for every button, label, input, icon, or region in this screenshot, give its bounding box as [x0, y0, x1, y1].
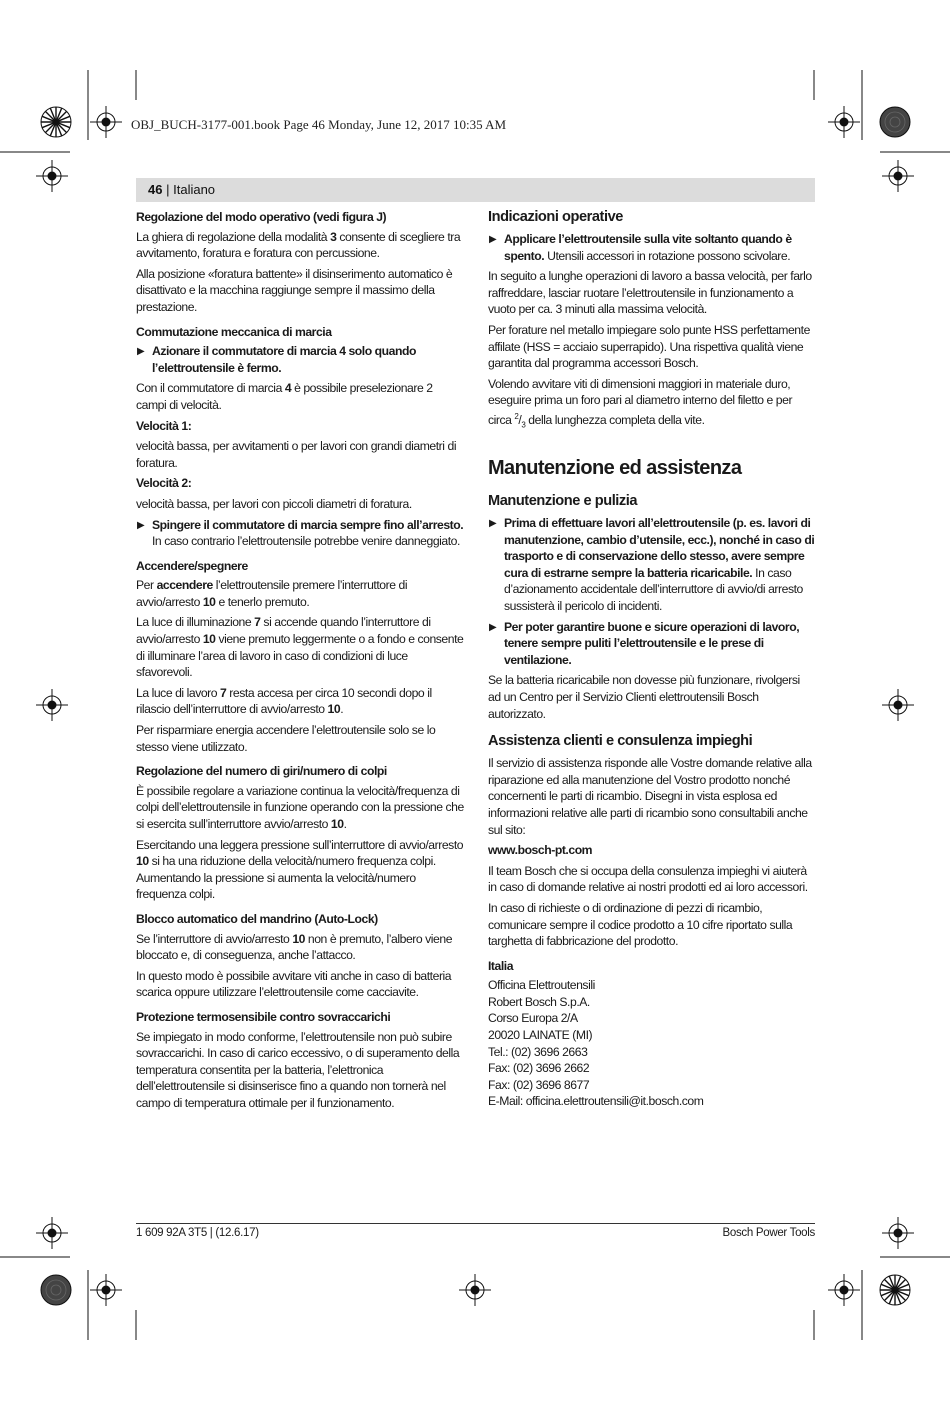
paragraph: Per risparmiare energia accendere l’elettroutensile solo se lo stesso viene utilizzato.: [136, 723, 436, 754]
paragraph: È possibile regolare a variazione continua la velocità/frequenza di colpi dell’elettroutensile in funzione operando con la pressione che si esercita sull’interruttore avvio/arresto 10.: [136, 783, 464, 831]
fax-line: Fax: (02) 3696 2662: [488, 1061, 590, 1076]
print-slug: OBJ_BUCH-3177-001.book Page 46 Monday, June 12, 2017 10:35 AM: [131, 117, 507, 132]
crop-registration-mark-icon: [882, 689, 914, 721]
paragraph: Se l’interruttore di avvio/arresto 10 non è premuto, l’albero viene bloccato e, di conseguenza, anche l’attacco.: [136, 931, 453, 963]
paragraph: La luce di lavoro 7 resta accesa per circa 10 secondi dopo il rilascio dell’interruttore di avvio/arresto 10.: [136, 685, 432, 717]
crop-registration-mark-icon: [828, 106, 860, 138]
paragraph: In questo modo è possibile avvitare viti anche in caso di batteria scarica oppure utilizzare l’elettroutensile come cacciavite.: [136, 968, 452, 1000]
crop-registration-mark-icon: [36, 689, 68, 721]
gray-calibration-icon: [880, 107, 910, 137]
section-title: Protezione termosensibile contro sovraccarichi: [136, 1009, 391, 1024]
paragraph: Se impiegato in modo conforme, l’elettroutensile non può subire sovraccarichi. In caso di carico eccessivo, o di superamento della temperatura consentita per la batteria, l’elettronica dell’elettroutensile si disinserisce fino a quando non tornerà nel campo di temperatura ottimale per il funzionamento.: [136, 1029, 460, 1110]
section-title: Indicazioni operative: [488, 209, 623, 225]
paragraph: velocità bassa, per avvitamenti o per lavori con grandi diametri di foratura.: [136, 439, 457, 470]
paragraph: Alla posizione «foratura battente» il disinserimento automatico è disattivato e la macchina raggiunge sempre il massimo della prestazione.: [136, 266, 453, 314]
paragraph: Per accendere l’elettroutensile premere l’interruttore di avvio/arresto 10 e tenerlo premuto.: [136, 578, 408, 609]
fax-line: Fax: (02) 3696 8677: [488, 1077, 590, 1092]
gray-calibration-icon: [41, 1275, 71, 1305]
warning-bullet: ▶ Applicare l’elettroutensile sulla vite soltanto quando è spento. Utensili accessori in rotazione possono scivolare.: [489, 232, 792, 263]
crop-registration-mark-icon: [459, 1274, 491, 1306]
page-number: 46: [148, 182, 163, 197]
triangle-right-icon: ▶: [489, 234, 497, 245]
speed-label: Velocità 1:: [136, 418, 192, 433]
address-block: [488, 977, 815, 1110]
paragraph: Il servizio di assistenza risponde alle Vostre domande relative alla riparazione ed alla manutenzione del Vostro prodotto nonché concernenti le parti di ricambio. Disegni in vista esplosa ed informazioni relative alle parti di ricambio sono consultabili anche sul sito:: [488, 756, 812, 837]
triangle-right-icon: ▶: [137, 519, 145, 531]
footer-brand: Bosch Power Tools: [722, 1227, 815, 1239]
warning-bullet: ▶ Spingere il commutatore di marcia sempre fino all’arresto. In caso contrario l’elettroutensile potrebbe venire danneggiato.: [137, 517, 464, 549]
section-title: Regolazione del numero di giri/numero di colpi: [136, 764, 387, 779]
running-header-band: [136, 178, 815, 202]
triangle-right-icon: ▶: [489, 518, 497, 530]
crop-registration-mark-icon: [36, 160, 68, 192]
footer-rule: [136, 1223, 815, 1224]
paragraph: La luce di illuminazione 7 si accende quando l’interruttore di avvio/arresto 10 viene premuto leggermente o a fondo e consente di illuminare l’area di lavoro in caso di condizioni di luce sfavorevoli.: [136, 615, 464, 680]
right-column: [488, 208, 815, 1110]
paragraph: Per forature nel metallo impiegare solo punte HSS perfettamente affilate (HSS = acciaio superrapido). Una rispettiva qualità viene garantita dal programma accessori Bosch.: [488, 322, 810, 371]
speed-label: Velocità 2:: [136, 476, 192, 491]
footer-product-code: 1 609 92A 3T5 | (12.6.17): [136, 1227, 259, 1239]
crop-registration-mark-icon: [90, 1274, 122, 1306]
triangle-right-icon: ▶: [137, 346, 145, 358]
paragraph: Esercitando una leggera pressione sull’interruttore di avvio/arresto 10 si ha una riduzione della velocità/numero frequenza colpi. Aumentando la pressione si aumenta la velocità/numero frequenza colpi.: [136, 837, 464, 902]
color-calibration-star-icon: [41, 107, 71, 137]
paragraph: La ghiera di regolazione della modalità 3 consente di scegliere tra avvitamento, foratura e foratura con percussione.: [136, 229, 461, 261]
section-title: Assistenza clienti e consulenza impieghi: [488, 733, 753, 750]
crop-registration-mark-icon: [90, 106, 122, 138]
paragraph: Se la batteria ricaricabile non dovesse più funzionare, rivolgersi ad un Centro per il Servizio Clienti elettroutensili Bosch autorizzato.: [488, 673, 800, 721]
header-language: Italiano: [173, 182, 216, 197]
running-header: [148, 182, 215, 197]
section-title: Blocco automatico del mandrino (Auto-Lock): [136, 911, 378, 926]
warning-bullet: ▶ Azionare il commutatore di marcia 4 solo quando l’elettroutensile è fermo.: [137, 344, 416, 375]
crop-registration-mark-icon: [882, 1217, 914, 1249]
website-link[interactable]: www.bosch-pt.com: [488, 843, 593, 858]
section-title: Regolazione del modo operativo (vedi figura J): [136, 210, 387, 224]
header-separator: |: [166, 182, 170, 197]
address-line: Corso Europa 2/A: [488, 1011, 578, 1026]
paragraph: Con il commutatore di marcia 4 è possibile preselezionare 2 campi di velocità.: [136, 381, 433, 412]
section-title: Manutenzione e pulizia: [488, 493, 638, 510]
crop-registration-mark-icon: [36, 1217, 68, 1249]
paragraph: Il team Bosch che si occupa della consulenza impieghi vi aiuterà in caso di domande relative ai nostri prodotti ed ai loro accessori.: [488, 863, 808, 895]
paragraph: In seguito a lunghe operazioni di lavoro a bassa velocità, per farlo raffreddare, lasciar ruotare l’elettroutensile in funzionamento a vuoto per ca. 3 minuti alla massima velocità.: [488, 269, 812, 317]
triangle-right-icon: ▶: [489, 621, 497, 633]
phone-line: Tel.: (02) 3696 2663: [488, 1044, 588, 1059]
email-line[interactable]: E-Mail: officina.elettroutensili@it.bosch.com: [488, 1094, 704, 1109]
crop-registration-mark-icon: [882, 160, 914, 192]
section-title: Accendere/spegnere: [136, 558, 248, 573]
paragraph: In caso di richieste o di ordinazione di pezzi di ricambio, comunicare sempre il codice prodotto a 10 cifre riportato sulla targhetta di fabbricazione del prodotto.: [488, 900, 793, 949]
chapter-title: Manutenzione ed assistenza: [488, 457, 742, 480]
warning-bullet: ▶ Prima di effettuare lavori all’elettroutensile (p. es. lavori di manutenzione, cambio d’utensile, ecc.), nonché in caso di trasporto e di conservazione dello stesso, avere sempre cura di estrarne sempre la batteria ricaricabile. In caso d’azionamento accidentale dell’interruttore di avvio/di arresto sussisterà il pericolo di incidenti.: [489, 516, 815, 613]
country-title: Italia: [488, 958, 514, 973]
paragraph: velocità bassa, per lavori con piccoli diametri di foratura.: [136, 496, 412, 511]
warning-bullet: ▶ Per poter garantire buone e sicure operazioni di lavoro, tenere sempre puliti l’elettroutensile e le prese di ventilazione.: [489, 619, 800, 667]
left-column: [136, 208, 464, 1116]
address-line: Robert Bosch S.p.A.: [488, 994, 590, 1009]
section-title: Commutazione meccanica di marcia: [136, 324, 332, 339]
address-line: 20020 LAINATE (MI): [488, 1028, 593, 1043]
paragraph: Volendo avvitare viti di dimensioni maggiori in materiale duro, eseguire prima un foro pari al diametro interno del filetto e per circa $^2/_3$ della lunghezza completa della vite.: [488, 376, 793, 430]
address-line: Officina Elettroutensili: [488, 978, 595, 993]
crop-registration-mark-icon: [828, 1274, 860, 1306]
color-calibration-star-icon: [880, 1275, 910, 1305]
